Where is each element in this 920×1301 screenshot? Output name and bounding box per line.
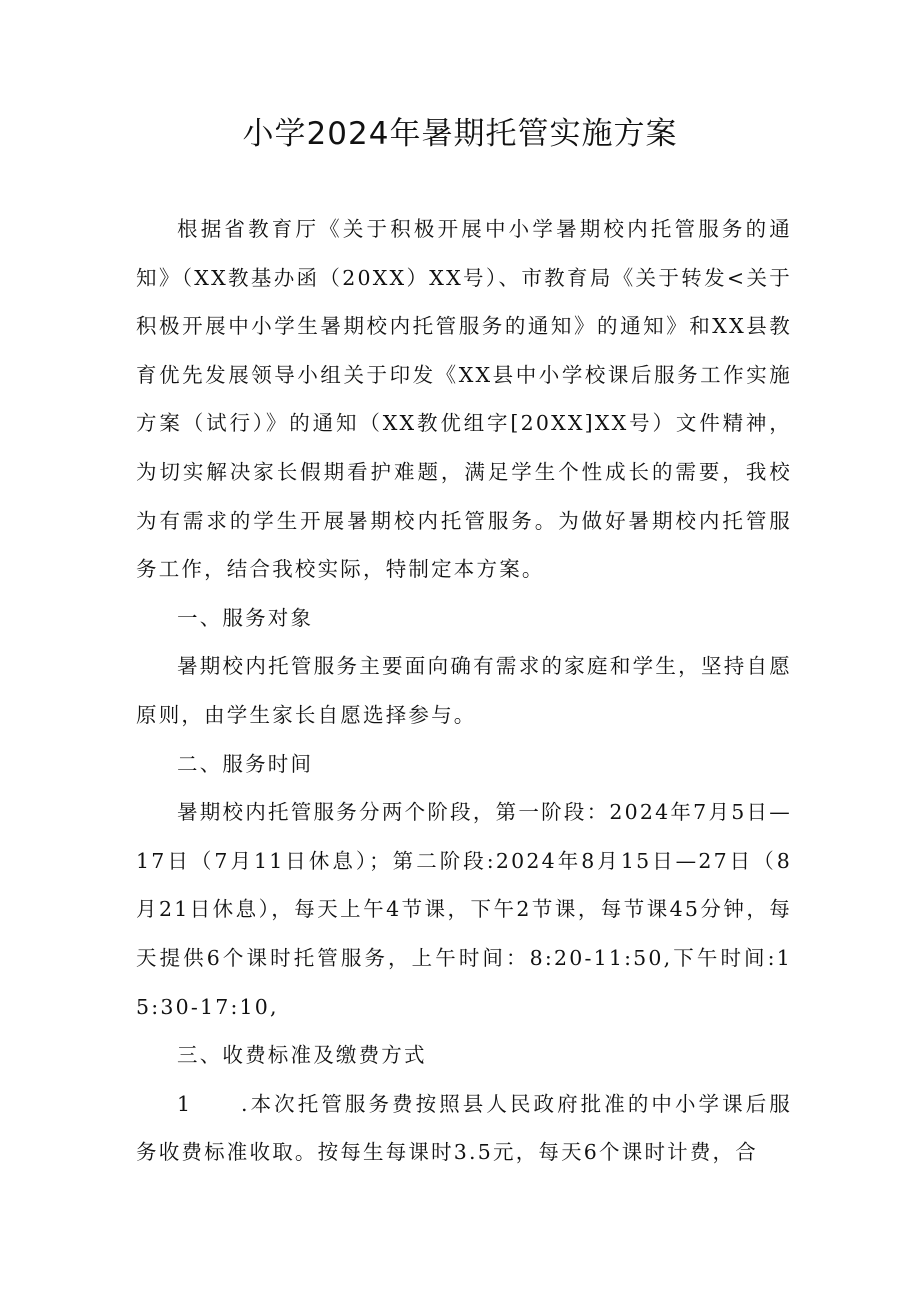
fee-item-number: 1 [177, 1091, 193, 1116]
document-body [136, 205, 792, 1177]
document-title: 小学2024年暑期托管实施方案 [242, 116, 678, 152]
service-time-paragraph: 暑期校内托管服务分两个阶段，第一阶段：2024年7月5日—17日（7月11日休息）；第二阶段:2024年8月15日—27日（8月21日休息），每天上午4节课，下午2节课，每节课45分钟，每天提供6个课时托管服务，上午时间：8:20-11:50,下午时间:15:30-17:10, [136, 800, 792, 1019]
section-heading-service-target: 一、服务对象 [177, 605, 314, 630]
service-target-paragraph: 暑期校内托管服务主要面向确有需求的家庭和学生，坚持自愿原则，由学生家长自愿选择参与。 [136, 654, 792, 727]
fee-item-1 [136, 1080, 792, 1177]
section-heading-service-time: 二、服务时间 [177, 751, 314, 776]
section-heading-fees: 三、收费标准及缴费方式 [177, 1043, 427, 1068]
fee-item-text: .本次托管服务费按照县人民政府批准的中小学课后服务收费标准收取。按每生每课时3.5元，每天6个课时计费，合 [136, 1091, 792, 1165]
intro-paragraph: 根据省教育厅《关于积极开展中小学暑期校内托管服务的通知》（XX教基办函（20XX）XX号）、市教育局《关于转发<关于积极开展中小学生暑期校内托管服务的通知》的通知》和XX县教育优先发展领导小组关于印发《XX县中小学校课后服务工作实施方案（试行）》的通知（XX教优组字[20XX]XX号）文件精神，为切实解决家长假期看护难题，满足学生个性成长的需要，我校为有需求的学生开展暑期校内托管服务。为做好暑期校内托管服务工作，结合我校实际，特制定本方案。 [136, 217, 792, 582]
